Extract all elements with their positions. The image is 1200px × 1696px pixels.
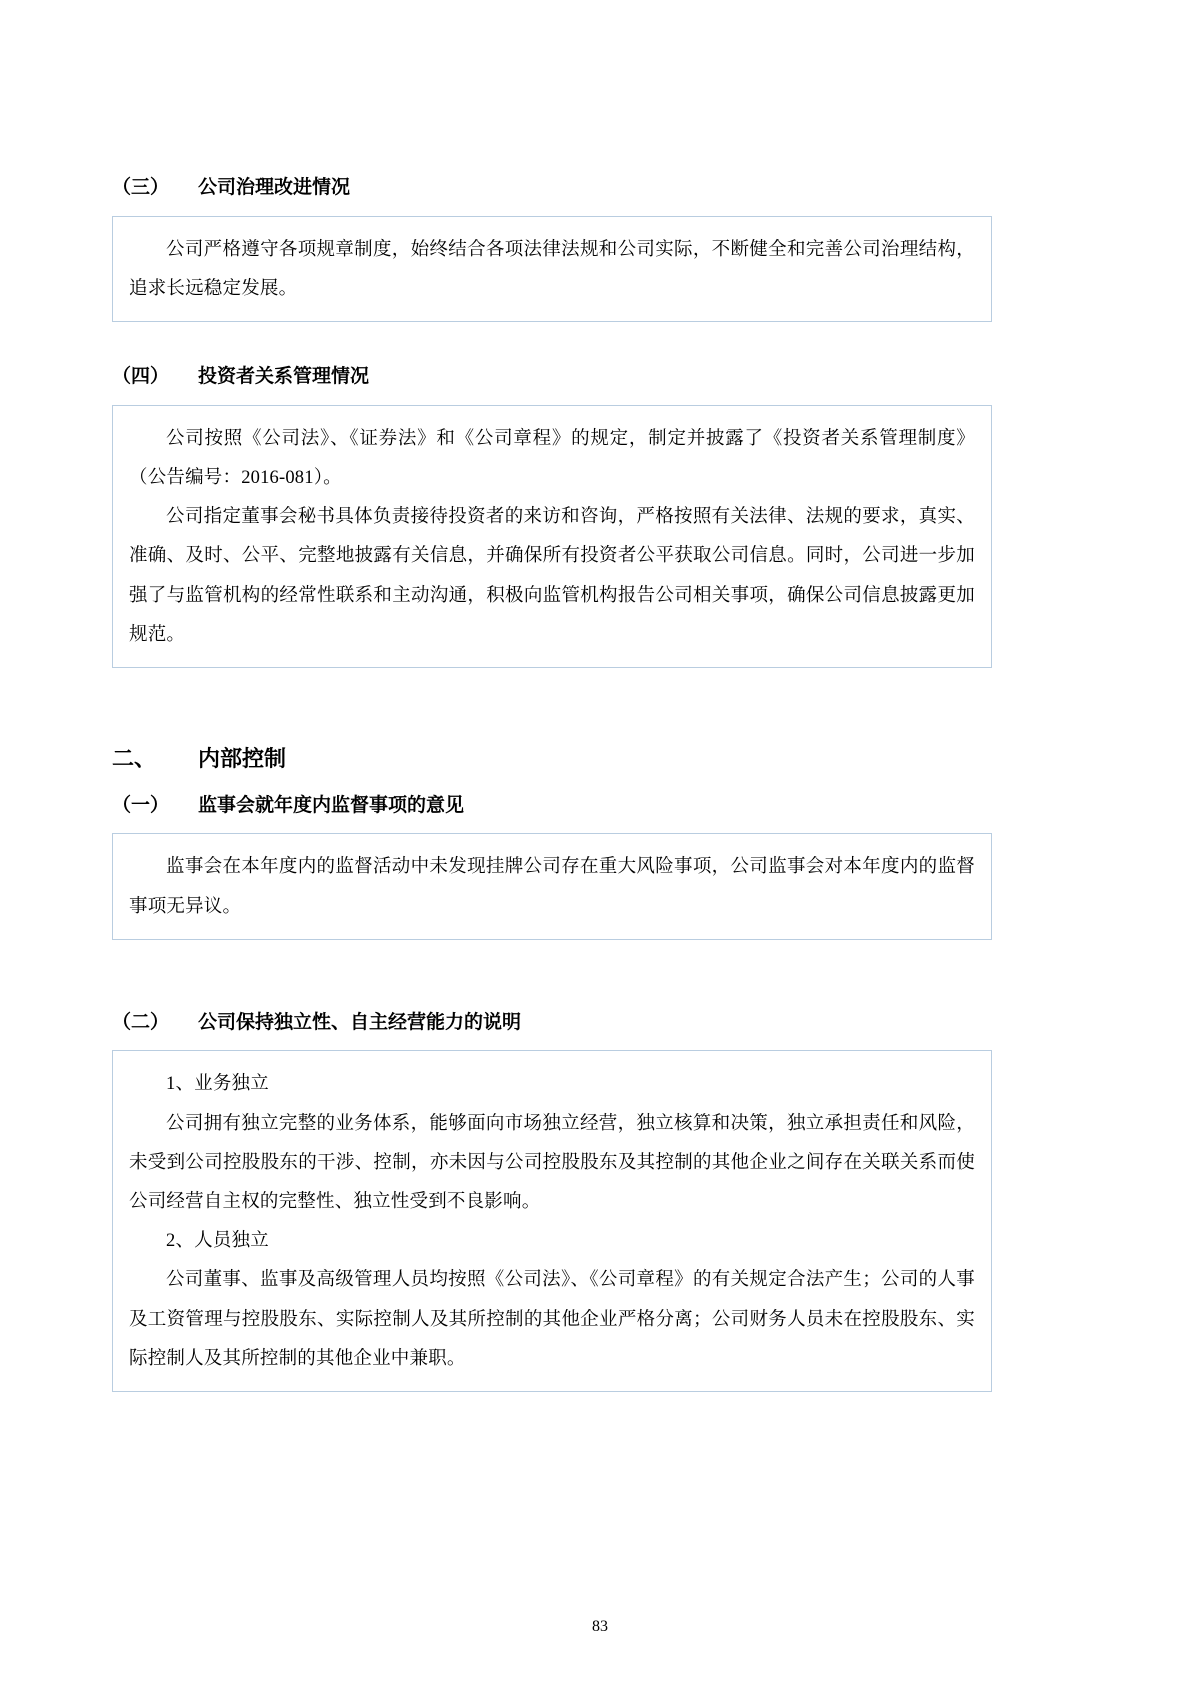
text-box-corp-governance-improvement — [112, 216, 992, 322]
heading-label: 公司治理改进情况 — [198, 177, 351, 198]
paragraph: 监事会在本年度内的监督活动中未发现挂牌公司存在重大风险事项，公司监事会对本年度内的监督事项无异议。 — [129, 857, 975, 917]
section-spacer — [112, 710, 992, 744]
paragraph: 公司拥有独立完整的业务体系，能够面向市场独立经营，独立核算和决策，独立承担责任和风险，未受到公司控股股东的干涉、控制，亦未因与公司控股股东及其控制的其他企业之间存在关联关系而使公司经营自主权的完整性、独立性受到不良影响。 — [129, 1113, 975, 1213]
heading-label: 投资者关系管理情况 — [198, 366, 370, 388]
text-box-investor-relations — [112, 405, 992, 668]
heading-supervisory-board-opinion — [112, 793, 992, 820]
heading-independence-statement — [112, 1010, 992, 1037]
heading-number: 二、 — [112, 745, 157, 771]
heading-label: 内部控制 — [198, 745, 287, 771]
page-number: 83 — [592, 1618, 608, 1635]
text-box-independence-statement — [112, 1050, 992, 1392]
paragraph: 2、人员独立 — [166, 1231, 269, 1252]
section-spacer — [112, 982, 992, 1010]
heading-investor-relations — [112, 364, 992, 391]
paragraph: 公司按照《公司法》、《证券法》和《公司章程》的规定，制定并披露了《投资者关系管理制度》（公告编号：2016-081）。 — [129, 428, 975, 488]
document-content — [112, 175, 992, 1434]
paragraph: 公司董事、监事及高级管理人员均按照《公司法》、《公司章程》的有关规定合法产生；公司的人事及工资管理与控股股东、实际控制人及其所控制的其他企业严格分离；公司财务人员未在控股股东、实际控制人及其所控制的其他企业中兼职。 — [129, 1270, 975, 1369]
heading-number: （三） — [112, 177, 170, 198]
heading-corp-governance-improvement — [112, 175, 992, 202]
heading-label: 公司保持独立性、自主经营能力的说明 — [198, 1011, 522, 1033]
heading-number: （四） — [112, 366, 170, 388]
heading-label: 监事会就年度内监督事项的意见 — [198, 794, 465, 816]
text-box-supervisory-board-opinion — [112, 833, 992, 939]
heading-internal-control — [112, 744, 992, 775]
paragraph: 公司严格遵守各项规章制度，始终结合各项法律法规和公司实际，不断健全和完善公司治理结构，追求长远稳定发展。 — [129, 239, 975, 299]
heading-number: （一） — [112, 794, 170, 816]
heading-number: （二） — [112, 1011, 170, 1033]
paragraph: 公司指定董事会秘书具体负责接待投资者的来访和咨询，严格按照有关法律、法规的要求，真实、准确、及时、公平、完整地披露有关信息，并确保所有投资者公平获取公司信息。同时，公司进一步加强了与监管机构的经常性联系和主动沟通，积极向监管机构报告公司相关事项，确保公司信息披露更加规范。 — [129, 507, 975, 645]
paragraph: 1、业务独立 — [166, 1074, 269, 1095]
